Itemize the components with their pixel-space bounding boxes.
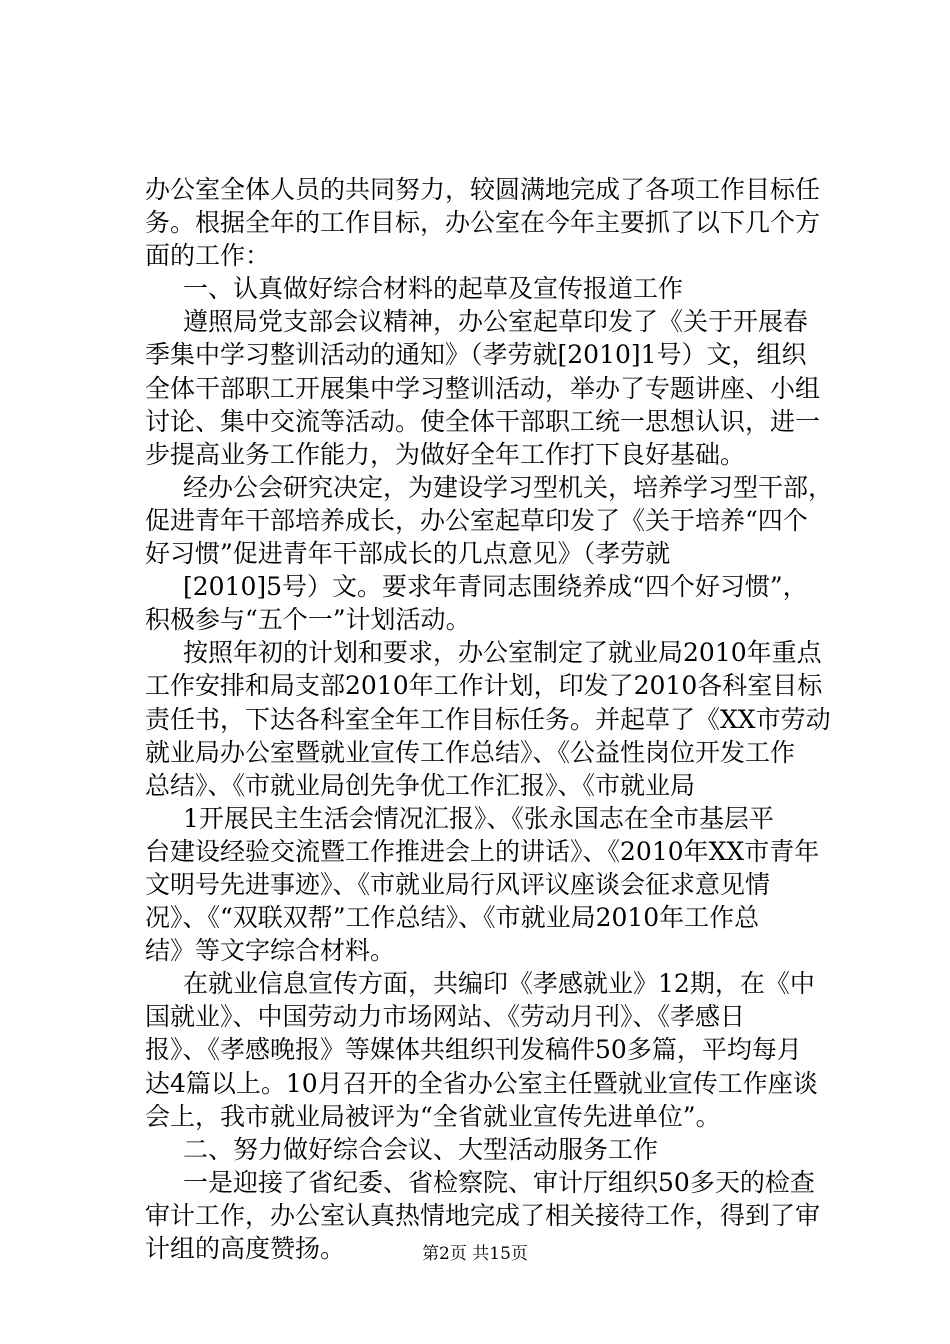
body-line: 达4篇以上。10月召开的全省办公室主任暨就业宣传工作座谈: [145, 1068, 818, 1098]
body-line: 1开展民主生活会情况汇报》、《张永国志在全市基层平: [183, 803, 774, 833]
body-line: 一是迎接了省纪委、省检察院、审计厅组织50多天的检查: [183, 1167, 815, 1197]
body-line: 在就业信息宣传方面，共编印《孝感就业》12期，在《中: [183, 969, 815, 999]
body-line: 会上，我市就业局被评为“全省就业宣传先进单位”。: [145, 1101, 721, 1131]
body-line: 工作安排和局支部2010年工作计划，印发了2010各科室目标: [145, 671, 823, 701]
body-line: 报》、《孝感晚报》等媒体共组织刊发稿件50多篇，平均每月: [145, 1035, 802, 1065]
body-line: 季集中学习整训活动的通知》（孝劳就[2010]1号）文，组织: [145, 340, 807, 370]
body-line: 台建设经验交流暨工作推进会上的讲话》、《2010年XX市青年: [145, 836, 820, 866]
body-line: 况》、《“双联双帮”工作总结》、《市就业局2010年工作总: [145, 903, 760, 933]
body-line: 积极参与“五个一”计划活动。: [145, 605, 471, 635]
body-line: 全体干部职工开展集中学习整训活动，举办了专题讲座、小组: [145, 373, 821, 403]
body-line: 讨论、集中交流等活动。使全体干部职工统一思想认识，进一: [145, 406, 821, 436]
body-line: 步提高业务工作能力，为做好全年工作打下良好基础。: [145, 439, 746, 469]
body-line: 责任书，下达各科室全年工作目标任务。并起草了《XX市劳动: [145, 704, 831, 734]
body-line: 务。根据全年的工作目标，办公室在今年主要抓了以下几个方: [145, 208, 821, 238]
body-line: 一、认真做好综合材料的起草及宣传报道工作: [183, 274, 684, 304]
body-line: 按照年初的计划和要求，办公室制定了就业局2010年重点: [183, 638, 822, 668]
body-line: 总结》、《市就业局创先争优工作汇报》、《市就业局: [145, 770, 696, 800]
body-line: 经办公会研究决定，为建设学习型机关，培养学习型干部，: [183, 472, 834, 502]
body-line: [2010]5号）文。要求年青同志围绕养成“四个好习惯”，: [183, 572, 808, 602]
body-line: 审计工作，办公室认真热情地完成了相关接待工作，得到了审: [145, 1200, 821, 1230]
page-footer: 第2页 共15页: [422, 1244, 528, 1264]
body-line: 好习惯”促进青年干部成长的几点意见》（孝劳就: [145, 539, 671, 569]
body-line: 国就业》、中国劳动力市场网站、《劳动月刊》、《孝感日: [145, 1002, 746, 1032]
body-line: 促进青年干部培养成长，办公室起草印发了《关于培养“四个: [145, 505, 808, 535]
body-line: 遵照局党支部会议精神，办公室起草印发了《关于开展春: [183, 307, 809, 337]
body-line: 二、努力做好综合会议、大型活动服务工作: [183, 1134, 659, 1164]
body-line: 文明号先进事迹》、《市就业局行风评议座谈会征求意见情: [145, 869, 771, 899]
body-line: 就业局办公室暨就业宣传工作总结》、《公益性岗位开发工作: [145, 737, 796, 767]
body-line: 结》等文字综合材料。: [145, 936, 396, 966]
body-line: 办公室全体人员的共同努力，较圆满地完成了各项工作目标任: [145, 175, 821, 204]
body-line: 面的工作：: [145, 241, 271, 271]
document-body: [145, 173, 835, 1265]
body-line: 计组的高度赞扬。: [145, 1234, 346, 1263]
